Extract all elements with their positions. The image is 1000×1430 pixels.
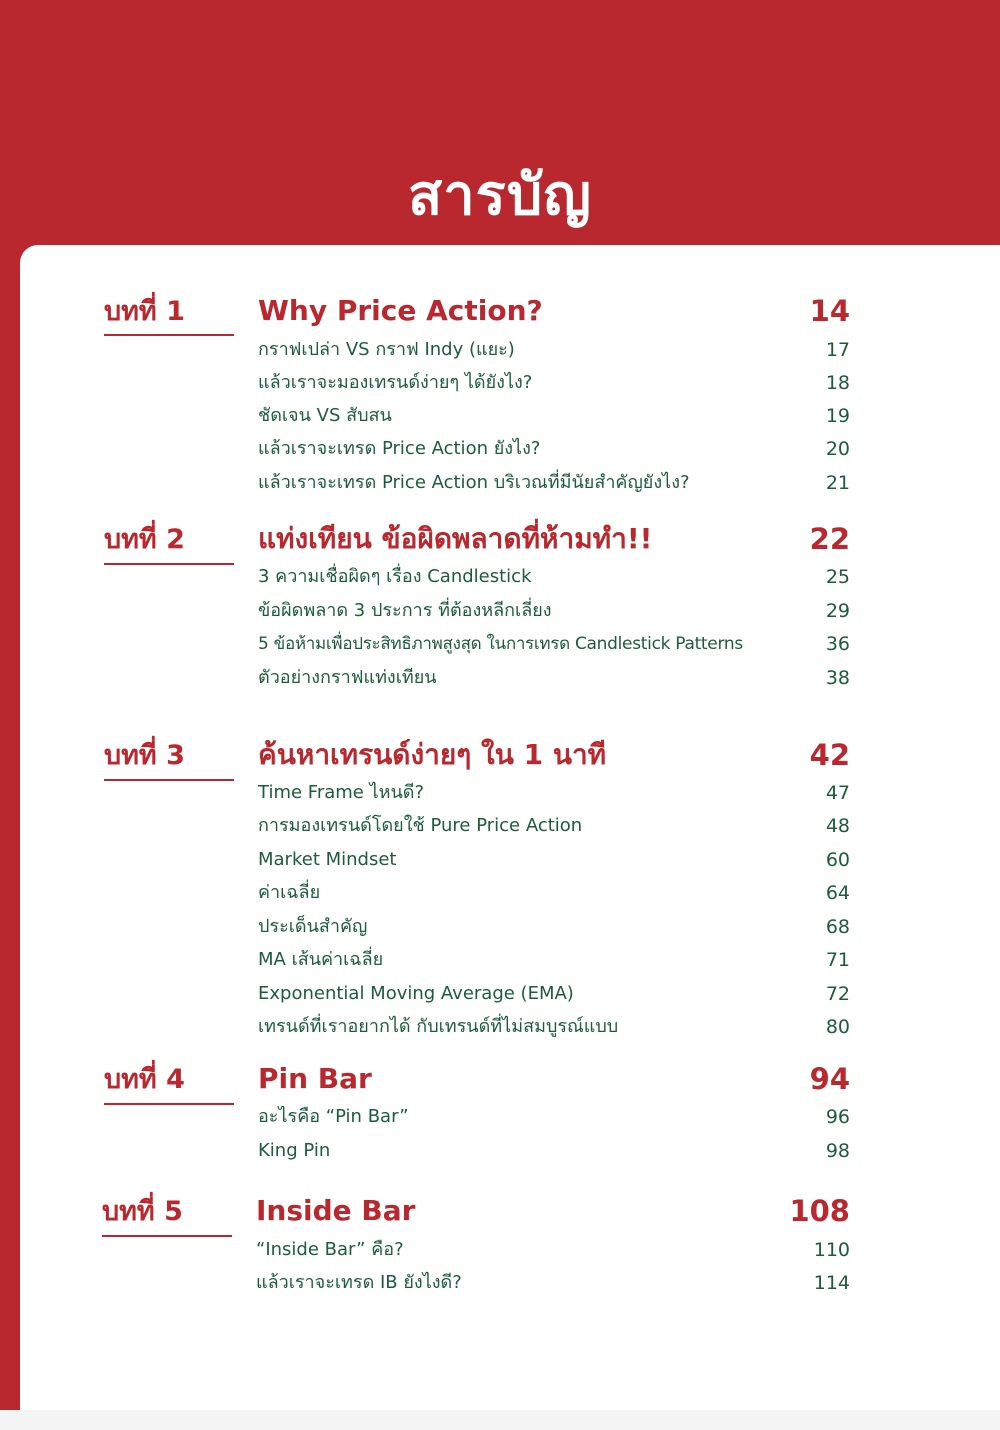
toc-item[interactable]: ข้อผิดพลาด 3 ประการ ที่ต้องหลีกเลี่ยง <box>258 600 552 621</box>
toc-item-page: 29 <box>825 600 850 622</box>
chapter-5-page: 108 <box>789 1194 850 1228</box>
bottom-strip <box>0 1410 1000 1430</box>
toc-item-page: 72 <box>825 983 850 1005</box>
chapter-4-label: บทที่ 4 <box>104 1064 185 1095</box>
toc-item-page: 110 <box>813 1239 850 1261</box>
toc-item-page: 18 <box>825 372 850 394</box>
chapter-4-title[interactable]: Pin Bar <box>258 1062 372 1095</box>
toc-item[interactable]: อะไรคือ “Pin Bar” <box>258 1106 409 1127</box>
toc-item-page: 21 <box>825 472 850 494</box>
chapter-2-page: 22 <box>809 522 850 556</box>
chapter-1-page: 14 <box>809 294 850 328</box>
toc-item[interactable]: ชัดเจน VS สับสน <box>258 405 392 426</box>
toc-item[interactable]: ประเด็นสำคัญ <box>258 916 368 937</box>
toc-item[interactable]: Market Mindset <box>258 849 397 870</box>
toc-item-page: 71 <box>825 949 850 971</box>
chapter-3-title[interactable]: ค้นหาเทรนด์ง่ายๆ ใน 1 นาที <box>258 738 607 771</box>
toc-item-page: 20 <box>825 438 850 460</box>
toc-item[interactable]: ค่าเฉลี่ย <box>258 882 321 903</box>
chapter-4-rule <box>104 1103 234 1105</box>
chapter-3-rule <box>104 779 234 781</box>
chapter-2-rule <box>104 563 234 565</box>
toc-item[interactable]: Time Frame ไหนดี? <box>258 782 425 803</box>
toc-item[interactable]: แล้วเราจะเทรด Price Action ยังไง? <box>258 438 541 459</box>
toc-item[interactable]: แล้วเราจะเทรด Price Action บริเวณที่มีนัยสำคัญยังไง? <box>258 472 690 493</box>
chapter-4-page: 94 <box>809 1062 850 1096</box>
toc-item-page: 17 <box>825 339 850 361</box>
toc-item[interactable]: กราฟเปล่า VS กราฟ Indy (แยะ) <box>258 339 515 360</box>
chapter-2-label: บทที่ 2 <box>104 524 185 555</box>
toc-item[interactable]: “Inside Bar” คือ? <box>256 1239 404 1260</box>
toc-item-page: 25 <box>825 566 850 588</box>
toc-item-page: 98 <box>825 1140 850 1162</box>
toc-item-page: 80 <box>825 1016 850 1038</box>
toc-item-page: 114 <box>813 1272 850 1294</box>
toc-item[interactable]: Exponential Moving Average (EMA) <box>258 983 574 1004</box>
chapter-3-page: 42 <box>809 738 850 772</box>
toc-item[interactable]: 5 ข้อห้ามเพื่อประสิทธิภาพสูงสุด ในการเทรด Candlestick Patterns <box>258 634 743 654</box>
toc-item-page: 36 <box>825 633 850 655</box>
toc-item-page: 60 <box>825 849 850 871</box>
toc-item[interactable]: แล้วเราจะมองเทรนด์ง่ายๆ ได้ยังไง? <box>258 372 533 393</box>
chapter-2-title[interactable]: แท่งเทียน ข้อผิดพลาดที่ห้ามทำ!! <box>258 522 653 555</box>
chapter-1-title[interactable]: Why Price Action? <box>258 294 543 327</box>
chapter-5-label: บทที่ 5 <box>102 1196 183 1227</box>
toc-item[interactable]: ตัวอย่างกราฟแท่งเทียน <box>258 667 437 688</box>
chapter-1-label: บทที่ 1 <box>104 296 185 327</box>
toc-item[interactable]: King Pin <box>258 1140 331 1161</box>
chapter-5-title[interactable]: Inside Bar <box>256 1194 416 1227</box>
toc-item[interactable]: 3 ความเชื่อผิดๆ เรื่อง Candlestick <box>258 566 532 587</box>
page-title: สารบัญ <box>408 163 592 228</box>
chapter-3-label: บทที่ 3 <box>104 740 185 771</box>
chapter-5-rule <box>102 1235 232 1237</box>
header-band <box>0 0 1000 245</box>
chapter-1-rule <box>104 334 234 336</box>
toc-item[interactable]: แล้วเราจะเทรด IB ยังไงดี? <box>256 1272 462 1293</box>
toc-item[interactable]: MA เส้นค่าเฉลี่ย <box>258 949 384 970</box>
toc-item-page: 19 <box>825 405 850 427</box>
toc-item[interactable]: การมองเทรนด์โดยใช้ Pure Price Action <box>258 815 583 836</box>
toc-item-page: 68 <box>825 916 850 938</box>
toc-item-page: 48 <box>825 815 850 837</box>
toc-item-page: 47 <box>825 782 850 804</box>
toc-item-page: 96 <box>825 1106 850 1128</box>
toc-item[interactable]: เทรนด์ที่เราอยากได้ กับเทรนด์ที่ไม่สมบูรณ์แบบ <box>258 1016 619 1037</box>
toc-item-page: 64 <box>825 882 850 904</box>
toc-item-page: 38 <box>825 667 850 689</box>
